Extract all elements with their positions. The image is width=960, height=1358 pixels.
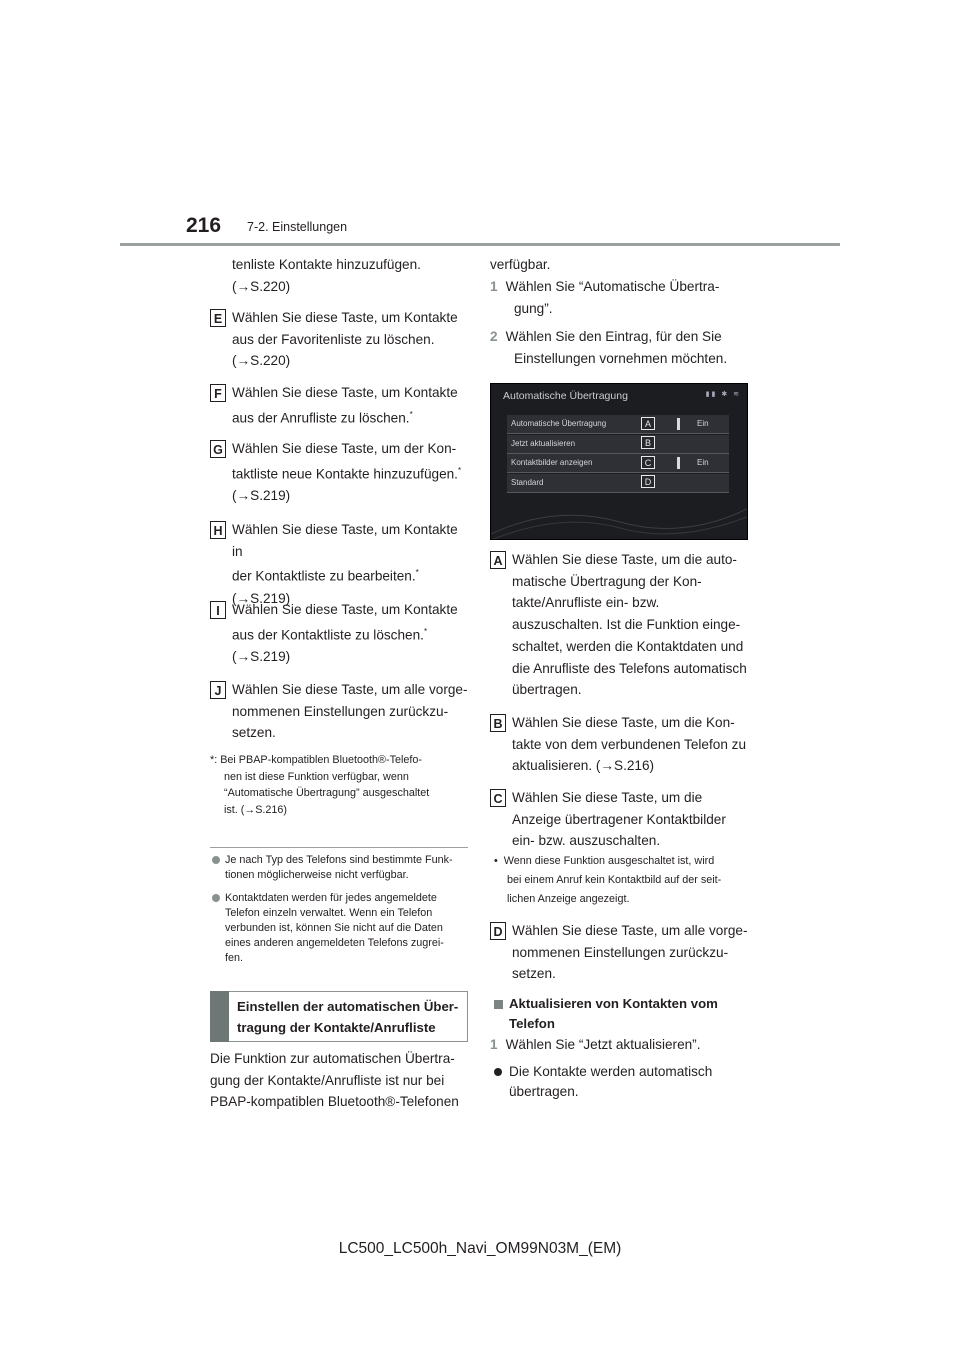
step-1: 1 Wählen Sie “Automatische Übertra- gung”. xyxy=(490,279,720,316)
page-reference: (→ S.216 ) xyxy=(241,804,287,816)
callout-key: H xyxy=(210,521,226,539)
continued-text: tenliste Kontakte hinzuzufügen. (→ S.220 ) xyxy=(232,254,421,297)
callout-key: J xyxy=(210,681,226,699)
screen-row-auto-transfer: Automatische Übertragung Ein xyxy=(507,415,729,434)
key-item-b: B Wählen Sie diese Taste, um die Kon- takte von dem verbundenen Telefon zu aktualisieren. (→ S.216 ) xyxy=(490,712,752,777)
page-reference: (→ S.219 ) xyxy=(232,588,472,610)
note-bullet-icon xyxy=(212,894,220,902)
screen-wave-graphic xyxy=(491,494,748,540)
callout-key: B xyxy=(490,714,506,732)
key-item-i: I Wählen Sie diese Taste, um Kontakte aus der Kontaktliste zu löschen.* (→ S.219 ) xyxy=(210,599,472,668)
callout-key: E xyxy=(210,309,226,327)
screen-title: Automatische Übertragung xyxy=(503,390,628,402)
callout-a: A xyxy=(641,417,655,430)
footnote: *: Bei PBAP-kompatiblen Bluetooth®-Telefo- nen ist diese Funktion verfügbar, wenn “Automatische Übertragung” ausgeschaltet ist. (→ S.216 ) xyxy=(210,752,472,818)
display-screenshot xyxy=(490,383,748,540)
key-item-a: A Wählen Sie diese Taste, um die auto- matische Übertragung der Kon- takte/Anrufliste ein- bzw. auszuschalten. Ist die Funktion einge- schaltet, werden die Kontaktdaten und die Anrufliste des Telefons automatisch übertragen. xyxy=(490,549,752,701)
heading-bar xyxy=(210,991,229,1042)
section-heading: Einstellen der automatischen Über- tragung der Kontakte/Anrufliste xyxy=(237,999,459,1035)
callout-key: C xyxy=(490,789,506,807)
callout-key: D xyxy=(490,922,506,940)
paragraph: Die Funktion zur automatischen Übertra- gung der Kontakte/Anrufliste ist nur bei PBAP-kompatiblen Bluetooth®-Telefonen xyxy=(210,1051,459,1110)
bullet-icon xyxy=(494,1068,502,1076)
status-icons: ▮▮ ✱ ≋ xyxy=(705,391,741,398)
callout-key: G xyxy=(210,440,226,458)
subheading: Aktualisieren von Kontakten vom Telefon xyxy=(494,994,718,1034)
key-item-j: J Wählen Sie diese Taste, um alle vorge- nommenen Einstellungen zurückzu- setzen. xyxy=(210,679,472,744)
callout-b: B xyxy=(641,436,655,449)
continued-text-right: verfügbar. xyxy=(490,257,551,272)
note-1: Je nach Typ des Telefons sind bestimmte Funk- tionen möglicherweise nicht verfügbar. xyxy=(212,853,474,883)
c-note: • Wenn diese Funktion ausgeschaltet ist, wird bei einem Anruf kein Kontaktbild auf der seit- lichen Anzeige angezeigt. xyxy=(494,855,722,905)
key-item-c: C Wählen Sie diese Taste, um die Anzeige übertragener Kontaktbilder ein- bzw. auszuschalten. xyxy=(490,787,752,852)
callout-d: D xyxy=(641,475,655,488)
page-reference: (→ S.220 ) xyxy=(232,276,421,298)
key-item-d: D Wählen Sie diese Taste, um alle vorge- nommenen Einstellungen zurückzu- setzen. xyxy=(490,920,752,985)
callout-c: C xyxy=(641,456,655,469)
section-title: 7-2. Einstellungen xyxy=(247,220,348,234)
note-2: Kontaktdaten werden für jedes angemeldete Telefon einzeln verwaltet. Wenn ein Telefon verbunden ist, können Sie nicht auf die Daten eines anderen angemeldeten Telefons zugrei- fen. xyxy=(212,891,474,966)
key-item-f: F Wählen Sie diese Taste, um Kontakte aus der Anrufliste zu löschen.* xyxy=(210,382,472,429)
page-reference: (→ S.216 ) xyxy=(596,758,654,773)
step-2: 2 Wählen Sie den Eintrag, für den Sie Einstellungen vornehmen möchten. xyxy=(490,329,728,366)
page-number: 216 xyxy=(186,214,222,237)
screen-row-contact-images: Kontaktbilder anzeigen Ein xyxy=(507,454,729,473)
screen-row-default: Standard xyxy=(507,474,729,493)
key-item-h: H Wählen Sie diese Taste, um Kontakte in der Kontaktliste zu bearbeiten.* (→ S.219 ) xyxy=(210,519,472,609)
page-reference: (→ S.220 ) xyxy=(232,350,472,372)
result-bullet: Die Kontakte werden automatisch übertragen. xyxy=(494,1062,756,1102)
callout-key: A xyxy=(490,551,506,569)
key-item-g: G Wählen Sie diese Taste, um der Kon- taktliste neue Kontakte hinzuzufügen.* (→ S.219 ) xyxy=(210,438,472,507)
callout-key: I xyxy=(210,601,226,619)
footer: LC500_LC500h_Navi_OM99N03M_(EM) xyxy=(338,1240,622,1257)
divider xyxy=(210,847,468,848)
key-item-e: E Wählen Sie diese Taste, um Kontakte aus der Favoritenliste zu löschen. (→ S.220 ) xyxy=(210,307,472,372)
page-reference: (→ S.219 ) xyxy=(232,646,472,668)
callout-key: F xyxy=(210,384,226,402)
step-3: 1 Wählen Sie “Jetzt aktualisieren”. xyxy=(490,1037,701,1052)
square-bullet-icon xyxy=(494,1000,503,1009)
screen-row-update-now: Jetzt aktualisieren xyxy=(507,435,729,454)
page-reference: (→ S.219 ) xyxy=(232,485,472,507)
note-bullet-icon xyxy=(212,856,220,864)
header-rule xyxy=(120,243,840,246)
